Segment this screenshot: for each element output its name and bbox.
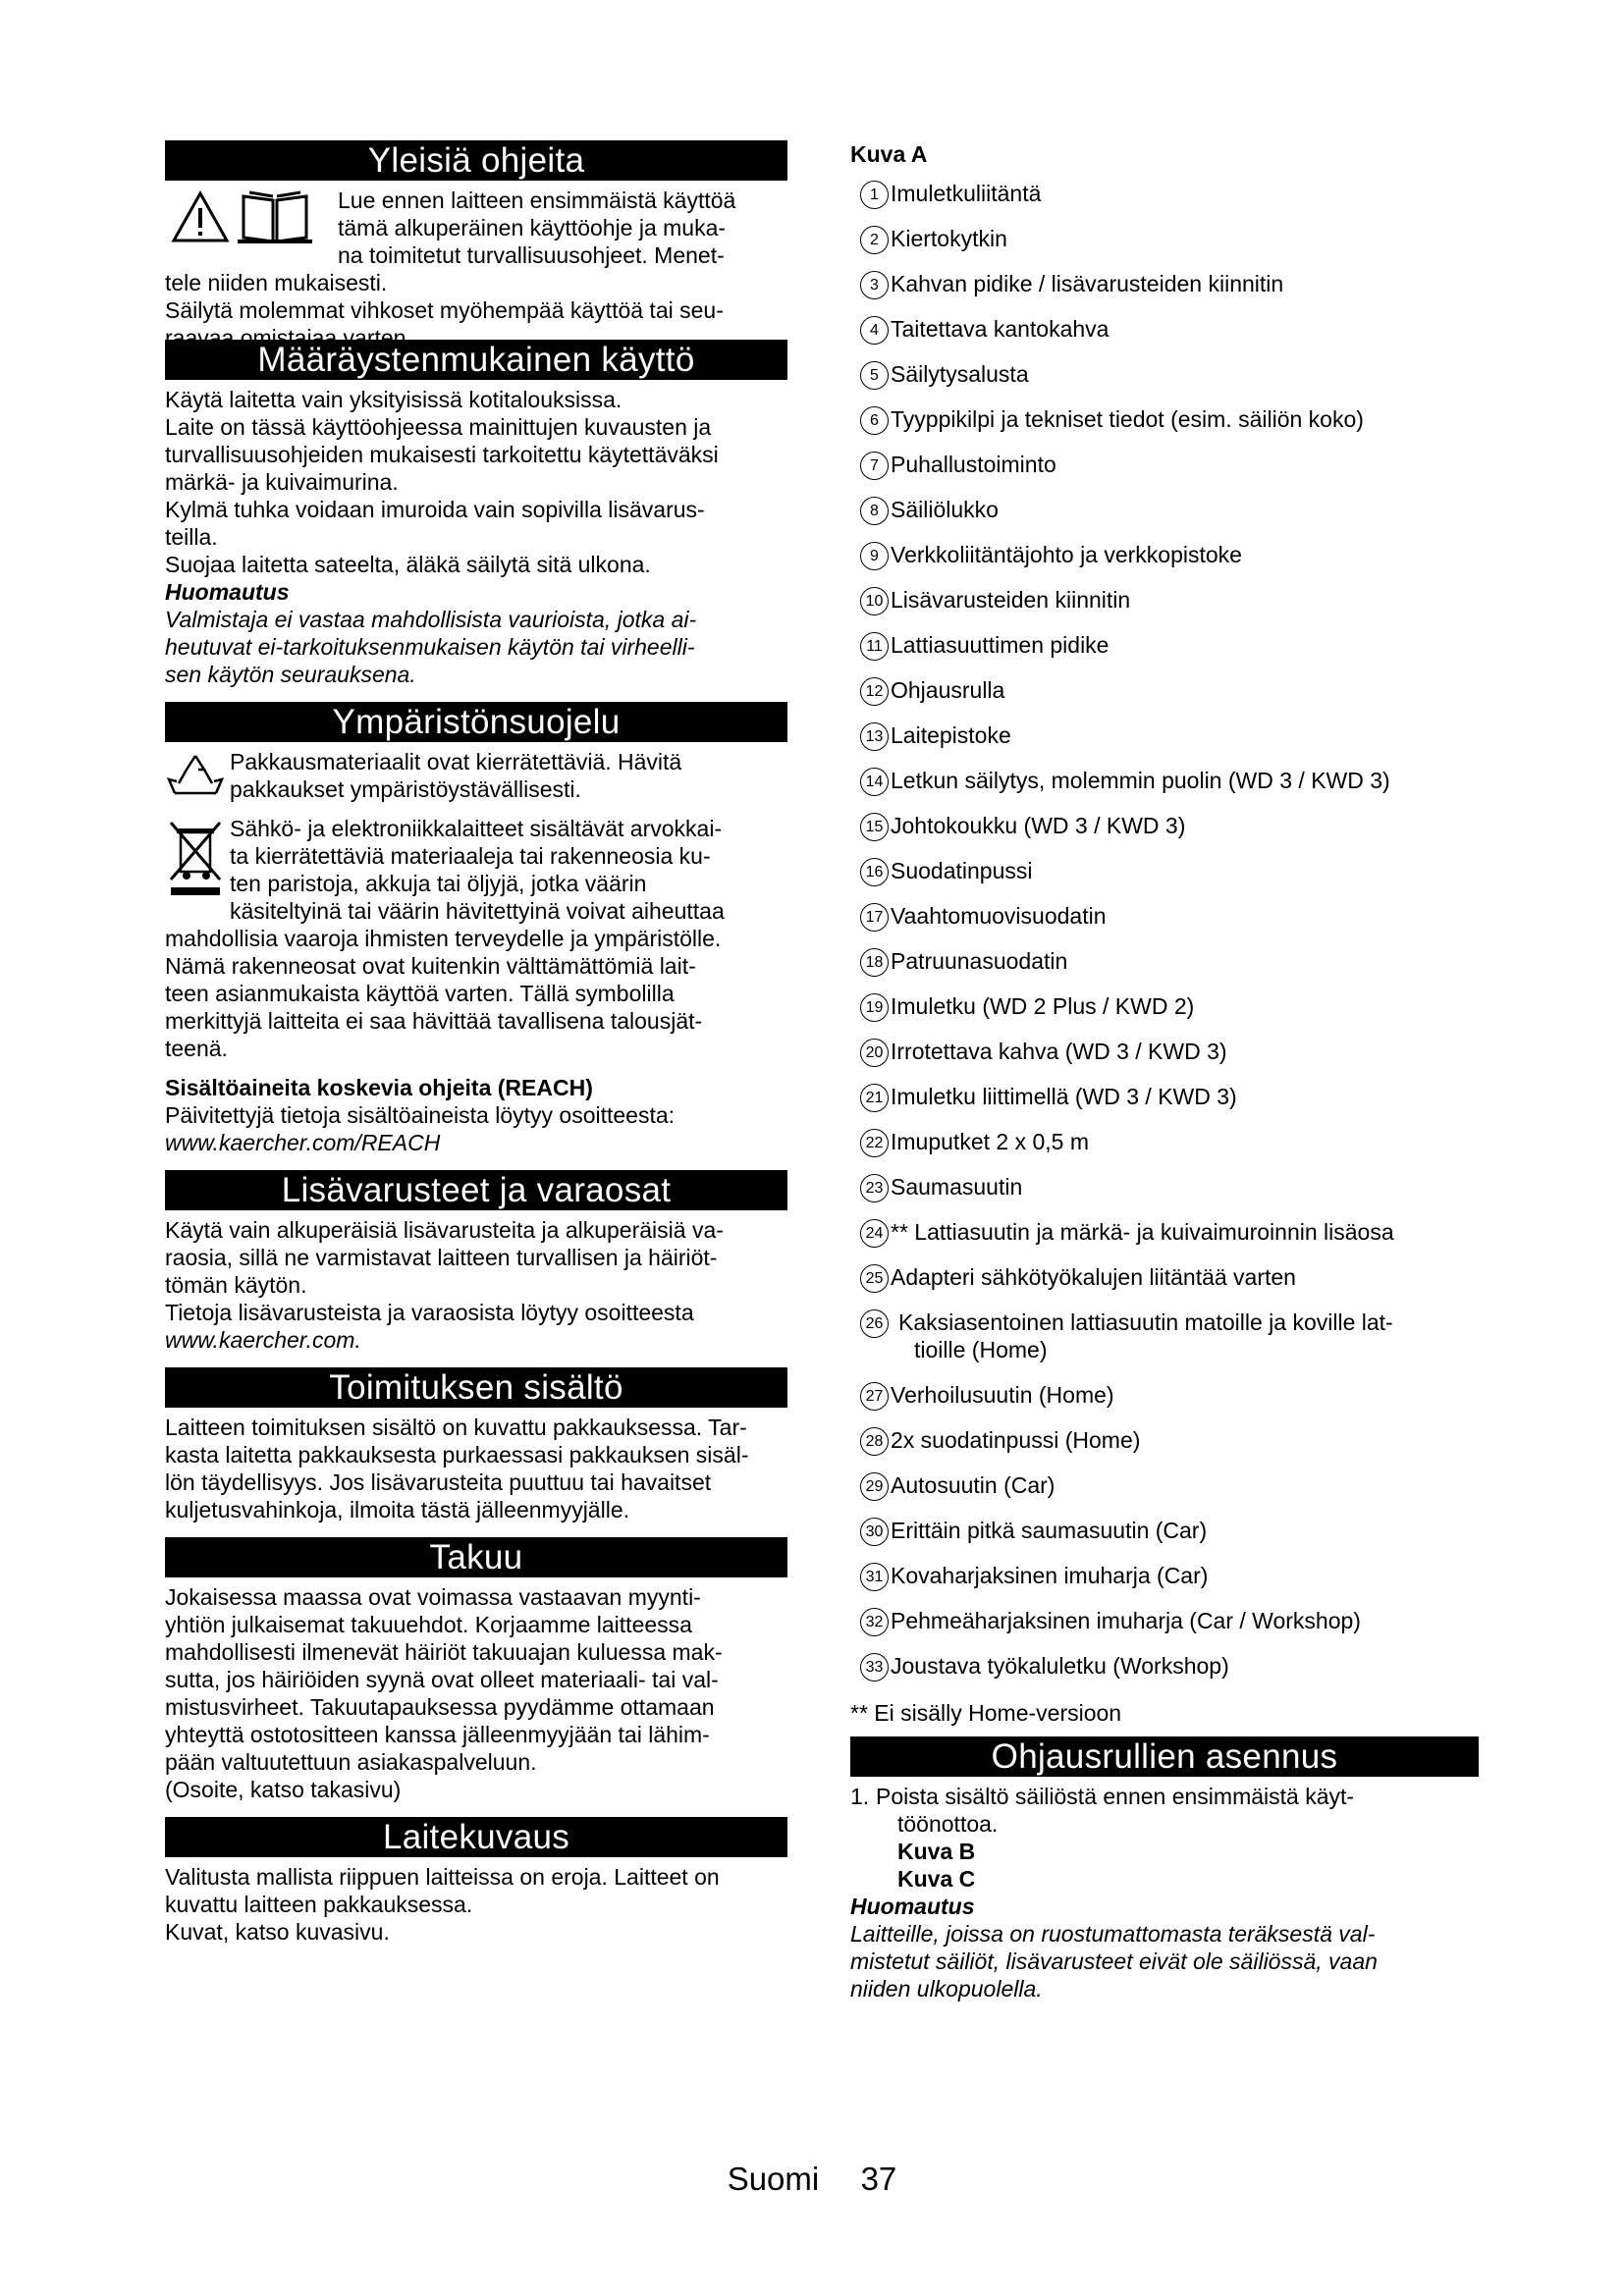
legend-text-line: Säilytysalusta — [891, 361, 1029, 387]
section-title-environment: Ympäristönsuojelu — [165, 702, 787, 742]
legend-item — [850, 541, 1479, 586]
crossed-bin-icon — [165, 819, 226, 897]
note-line: heutuvat ei-tarkoituksenmukaisen käytön tai virheelli- — [165, 634, 695, 660]
legend-text-line: Pehmeäharjaksinen imuharja (Car / Workshop) — [891, 1608, 1361, 1633]
text-line: Pakkausmateriaalit ovat kierrätettäviä. Hävitä — [230, 749, 682, 774]
text-line: tämä alkuperäinen käyttöohje ja muka- — [338, 215, 727, 240]
legend-text-line: Säiliölukko — [891, 497, 999, 522]
text-line: tömän käytön. — [165, 1272, 307, 1298]
note-line: mistetut säiliöt, lisävarusteet eivät ole säiliössä, vaan — [850, 1949, 1378, 1974]
legend-text-line: Erittäin pitkä saumasuutin (Car) — [891, 1518, 1208, 1543]
legend-item — [850, 857, 1479, 902]
legend-text — [891, 1562, 1208, 1589]
legend-text — [891, 225, 1007, 252]
legend-number-badge: 28 — [860, 1427, 889, 1456]
legend-number-badge: 5 — [860, 361, 889, 390]
legend-number-badge: 11 — [860, 632, 889, 661]
legend-text-line: Taitettava kantokahva — [891, 316, 1110, 342]
legend-text — [891, 812, 1185, 839]
legend-item — [850, 1607, 1479, 1652]
section-title-delivery: Toimituksen sisältö — [165, 1367, 787, 1408]
legend-number-badge: 8 — [860, 497, 889, 525]
legend-text — [891, 496, 999, 523]
legend-number-badge: 22 — [860, 1129, 889, 1157]
legend-text-line: ** Lattiasuutin ja märkä- ja kuivaimuroinnin lisäosa — [891, 1219, 1394, 1245]
legend-text — [891, 451, 1056, 478]
text-line: Laite on tässä käyttöohjeessa mainittujen kuvausten ja — [165, 414, 712, 440]
legend-number-badge: 1 — [860, 181, 889, 209]
legend-item — [850, 1652, 1479, 1697]
text-line: Sähkö- ja elektroniikkalaitteet sisältävät arvokkai- — [230, 816, 723, 841]
legend-item — [850, 631, 1479, 676]
legend-text-line: Saumasuutin — [891, 1174, 1023, 1200]
description-body — [165, 1863, 787, 1946]
note-label: Huomautus — [850, 1894, 975, 1919]
text-line: raavaa omistajaa varten. — [165, 325, 412, 350]
legend-item — [850, 767, 1479, 812]
step-text: Poista sisältö säiliöstä ennen ensimmäistä käyt- — [876, 1784, 1355, 1809]
legend-number-badge: 14 — [860, 768, 889, 796]
section-title-guide-rollers: Ohjausrullien asennus — [850, 1736, 1479, 1777]
section-title-general: Yleisiä ohjeita — [165, 140, 787, 181]
intended-use-body — [165, 386, 787, 688]
legend-text — [891, 721, 1011, 749]
general-intro — [165, 187, 787, 350]
legend-item — [850, 1218, 1479, 1263]
legend-item — [850, 315, 1479, 360]
legend-item — [850, 451, 1479, 496]
text-line: Nämä rakenneosat ovat kuitenkin välttämättömiä lait- — [165, 953, 696, 979]
legend-item — [850, 676, 1479, 721]
legend-item — [850, 902, 1479, 947]
section-title-accessories: Lisävarusteet ja varaosat — [165, 1170, 787, 1210]
legend-number-badge: 23 — [860, 1174, 889, 1202]
legend-item — [850, 180, 1479, 225]
text-line: teen asianmukaista käyttöä varten. Tällä symbolilla — [165, 981, 675, 1006]
note-line: sen käytön seurauksena. — [165, 662, 416, 687]
manual-book-icon — [236, 187, 314, 245]
text-line: pään valtuutettuun asiakaspalveluun. — [165, 1749, 537, 1775]
legend-number-badge: 2 — [860, 226, 889, 254]
legend-number-badge: 7 — [860, 452, 889, 480]
legend-number-badge: 30 — [860, 1518, 889, 1546]
legend-text-line: Imuletkuliitäntä — [891, 181, 1042, 206]
figure-b-ref: Kuva B — [897, 1839, 976, 1864]
legend-text — [891, 1263, 1296, 1291]
legend-item — [850, 1426, 1479, 1471]
page-number: 37 — [860, 2161, 897, 2197]
text-line: Säilytä molemmat vihkoset myöhempää käyttöä tai seu- — [165, 297, 724, 323]
legend-text — [891, 1173, 1022, 1201]
legend-number-badge: 12 — [860, 677, 889, 706]
text-line: teilla. — [165, 524, 218, 550]
text-line: yhtiön julkaisemat takuuehdot. Korjaamme laitteessa — [165, 1612, 692, 1637]
legend-text-line: tioille (Home) — [914, 1337, 1048, 1362]
legend-item — [850, 992, 1479, 1038]
legend-number-badge: 18 — [860, 948, 889, 977]
text-line: na toimitetut turvallisuusohjeet. Menet- — [338, 242, 725, 268]
legend-text — [891, 270, 1283, 297]
legend-text — [891, 315, 1109, 343]
legend-number-badge: 4 — [860, 316, 889, 345]
legend-text — [891, 586, 1130, 614]
legend-text-line: Lisävarusteiden kiinnitin — [891, 587, 1131, 613]
step-1 — [850, 1783, 1479, 1838]
text-line: lön täydellisyys. Jos lisävarusteita puuttuu tai havaitset — [165, 1469, 712, 1495]
legend-item — [850, 496, 1479, 541]
text-line: turvallisuusohjeiden mukaisesti tarkoitettu käytettäväksi — [165, 442, 719, 467]
legend-item — [850, 812, 1479, 857]
step-number: 1. — [850, 1784, 870, 1809]
text-line: ten paristoja, akkuja tai öljyjä, jotka väärin — [230, 871, 647, 896]
delivery-body — [165, 1414, 787, 1523]
legend-item — [850, 1308, 1479, 1381]
legend-text — [891, 992, 1194, 1020]
text-line: mahdollisesti ilmenevät häiriöt takuuajan kuluessa mak- — [165, 1639, 723, 1665]
warranty-body — [165, 1583, 787, 1803]
legend-item — [850, 405, 1479, 451]
reach-text: Päivitettyjä tietoja sisältöaineista löytyy osoitteesta: — [165, 1102, 676, 1128]
recycling-icon — [165, 750, 226, 805]
legend-number-badge: 32 — [860, 1608, 889, 1636]
packaging-note — [165, 748, 787, 805]
legend-text-line: 2x suodatinpussi (Home) — [891, 1427, 1141, 1453]
text-line: merkittyjä laitteita ei saa hävittää tavallisena talousjät- — [165, 1008, 703, 1034]
legend-text — [891, 180, 1041, 207]
legend-number-badge: 26 — [860, 1309, 889, 1338]
warning-icon — [171, 190, 230, 243]
legend-number-badge: 13 — [860, 722, 889, 751]
page-footer — [0, 2160, 1624, 2199]
legend-item — [850, 1263, 1479, 1308]
legend-text — [891, 1083, 1237, 1110]
text-line: Suojaa laitetta sateelta, äläkä säilytä sitä ulkona. — [165, 552, 651, 577]
note-line: Valmistaja ei vastaa mahdollisista vaurioista, jotka ai- — [165, 607, 697, 632]
text-line: teenä. — [165, 1036, 228, 1061]
legend-item — [850, 1038, 1479, 1083]
legend-number-badge: 3 — [860, 271, 889, 299]
legend-text-line: Kaksiasentoinen lattiasuutin matoille ja koville lat- — [898, 1309, 1393, 1335]
text-line: pakkaukset ympäristöystävällisesti. — [230, 776, 581, 802]
legend-text — [891, 541, 1242, 568]
legend-text — [891, 947, 1067, 975]
legend-text — [891, 1607, 1361, 1634]
legend-text-line: Imuputket 2 x 0,5 m — [891, 1129, 1089, 1154]
text-line: Käytä vain alkuperäisiä lisävarusteita ja alkuperäisiä va- — [165, 1217, 724, 1243]
legend-number-badge: 6 — [860, 406, 889, 435]
text-line: mahdollisia vaaroja ihmisten terveydelle ja ympäristölle. — [165, 926, 722, 951]
text-line: ta kierrätettäviä materiaaleja tai rakenneosia ku- — [230, 843, 711, 869]
step-text: töönottoa. — [897, 1811, 999, 1837]
section-title-warranty: Takuu — [165, 1537, 787, 1577]
figure-a-legend — [850, 180, 1479, 1697]
accessories-body — [165, 1216, 787, 1354]
legend-text — [891, 1652, 1229, 1680]
legend-item — [850, 1562, 1479, 1607]
text-line: sutta, jos häiriöiden syynä ovat olleet materiaali- tai val- — [165, 1667, 719, 1692]
section-title-intended-use: Määräystenmukainen käyttö — [165, 340, 787, 380]
text-line: kuljetusvahinkoja, ilmoita tästä jälleenmyyjälle. — [165, 1497, 630, 1522]
legend-text — [891, 1128, 1089, 1155]
text-line: Laitteen toimituksen sisältö on kuvattu pakkauksessa. Tar- — [165, 1415, 747, 1440]
text-line: Jokaisessa maassa ovat voimassa vastaavan myynti- — [165, 1584, 701, 1610]
legend-item — [850, 1381, 1479, 1426]
text-line: yhteyttä ostotositteen kanssa jälleenmyyjään tai lähim- — [165, 1722, 710, 1747]
legend-item — [850, 1128, 1479, 1173]
legend-text-line: Kovaharjaksinen imuharja (Car) — [891, 1563, 1209, 1588]
text-line: Lue ennen laitteen ensimmäistä käyttöä — [338, 187, 736, 213]
text-line: raosia, sillä ne varmistavat laitteen turvallisen ja häiriöt- — [165, 1245, 718, 1270]
legend-item — [850, 1471, 1479, 1517]
text-line: tele niiden mukaisesti. — [165, 270, 388, 295]
legend-item — [850, 947, 1479, 992]
general-intro-tail — [165, 269, 787, 351]
legend-text-line: Kahvan pidike / lisävarusteiden kiinnitin — [891, 271, 1284, 296]
weee-note — [165, 815, 787, 1062]
legend-number-badge: 19 — [860, 993, 889, 1022]
legend-text — [891, 360, 1029, 388]
note-line: niiden ulkopuolella. — [850, 1976, 1043, 2002]
footnote: ** Ei sisälly Home-versioon — [850, 1700, 1122, 1726]
legend-text-line: Verhoilusuutin (Home) — [891, 1382, 1114, 1408]
legend-number-badge: 25 — [860, 1264, 889, 1293]
legend-text — [891, 676, 1004, 704]
legend-text — [891, 405, 1364, 433]
legend-number-badge: 15 — [860, 813, 889, 841]
legend-item — [850, 1173, 1479, 1218]
section-title-description: Laitekuvaus — [165, 1817, 787, 1857]
legend-number-badge: 10 — [860, 587, 889, 615]
legend-text — [891, 857, 1033, 884]
legend-text-line: Kiertokytkin — [891, 226, 1007, 251]
legend-text-line: Irrotettava kahva (WD 3 / KWD 3) — [891, 1039, 1227, 1064]
legend-text — [891, 767, 1390, 794]
figure-a-title: Kuva A — [850, 141, 928, 167]
legend-text — [891, 1308, 1393, 1363]
legend-text — [891, 1517, 1207, 1544]
legend-number-badge: 27 — [860, 1382, 889, 1411]
text-line: Kuvat, katso kuvasivu. — [165, 1919, 390, 1945]
legend-number-badge: 16 — [860, 858, 889, 886]
legend-text-line: Patruunasuodatin — [891, 948, 1068, 974]
legend-item — [850, 225, 1479, 270]
legend-item — [850, 721, 1479, 767]
legend-text — [891, 1426, 1140, 1454]
legend-item — [850, 360, 1479, 405]
reach-url[interactable]: www.kaercher.com/REACH — [165, 1130, 441, 1155]
legend-number-badge: 9 — [860, 542, 889, 570]
legend-number-badge: 33 — [860, 1653, 889, 1682]
text-line: Kylmä tuhka voidaan imuroida vain sopivilla lisävarus- — [165, 497, 705, 522]
legend-number-badge: 21 — [860, 1084, 889, 1112]
legend-text — [891, 902, 1107, 930]
legend-text — [891, 631, 1109, 659]
text-line: Tietoja lisävarusteista ja varaosista löytyy osoitteesta — [165, 1300, 694, 1325]
legend-text-line: Joustava työkaluletku (Workshop) — [891, 1653, 1229, 1679]
kaercher-url[interactable]: www.kaercher.com. — [165, 1327, 361, 1353]
text-line: (Osoite, katso takasivu) — [165, 1777, 402, 1802]
right-column — [850, 140, 1479, 2002]
legend-number-badge: 20 — [860, 1039, 889, 1067]
text-line: kasta laitetta pakkauksesta purkaessasi pakkauksen sisäl- — [165, 1442, 749, 1468]
legend-item — [850, 586, 1479, 631]
legend-text-line: Letkun säilytys, molemmin puolin (WD 3 / KWD 3) — [891, 768, 1390, 793]
legend-number-badge: 29 — [860, 1472, 889, 1501]
figure-c-ref: Kuva C — [897, 1866, 976, 1892]
legend-item — [850, 1083, 1479, 1128]
legend-text — [891, 1038, 1227, 1065]
legend-text-line: Verkkoliitäntäjohto ja verkkopistoke — [891, 542, 1242, 567]
legend-text-line: Imuletku liittimellä (WD 3 / KWD 3) — [891, 1084, 1237, 1109]
legend-number-badge: 17 — [860, 903, 889, 932]
note-label: Huomautus — [165, 579, 290, 605]
legend-text-line: Imuletku (WD 2 Plus / KWD 2) — [891, 993, 1195, 1019]
note-line: Laitteille, joissa on ruostumattomasta teräksestä val- — [850, 1921, 1376, 1947]
text-line: märkä- ja kuivaimurina. — [165, 469, 399, 495]
text-line: Valitusta mallista riippuen laitteissa on eroja. Laitteet on — [165, 1864, 720, 1890]
legend-number-badge: 24 — [860, 1219, 889, 1248]
legend-text-line: Autosuutin (Car) — [891, 1472, 1056, 1498]
legend-text — [891, 1471, 1055, 1499]
guide-rollers-steps — [850, 1783, 1479, 2002]
legend-text-line: Lattiasuuttimen pidike — [891, 632, 1110, 658]
legend-item — [850, 1517, 1479, 1562]
left-column — [165, 140, 787, 1946]
legend-text-line: Suodatinpussi — [891, 858, 1033, 883]
legend-text-line: Laitepistoke — [891, 722, 1011, 748]
legend-text-line: Tyyppikilpi ja tekniset tiedot (esim. säiliön koko) — [891, 406, 1364, 432]
legend-text-line: Adapteri sähkötyökalujen liitäntää varten — [891, 1264, 1296, 1290]
legend-text-line: Vaahtomuovisuodatin — [891, 903, 1107, 929]
legend-text — [891, 1218, 1394, 1246]
legend-text-line: Ohjausrulla — [891, 677, 1005, 703]
text-line: käsiteltyinä tai väärin hävitettyinä voivat aiheuttaa — [230, 898, 725, 924]
legend-text-line: Johtokoukku (WD 3 / KWD 3) — [891, 813, 1186, 838]
legend-text-line: Puhallustoiminto — [891, 452, 1056, 477]
text-line: kuvattu laitteen pakkauksessa. — [165, 1892, 473, 1917]
legend-item — [850, 270, 1479, 315]
footer-language: Suomi — [727, 2161, 820, 2197]
text-line: mistusvirheet. Takuutapauksessa pyydämme ottamaan — [165, 1694, 715, 1720]
reach-title: Sisältöaineita koskevia ohjeita (REACH) — [165, 1075, 593, 1100]
general-intro-text — [338, 187, 787, 269]
legend-text — [891, 1381, 1114, 1409]
text-line: Käytä laitetta vain yksityisissä kotitalouksissa. — [165, 387, 623, 412]
legend-number-badge: 31 — [860, 1563, 889, 1591]
